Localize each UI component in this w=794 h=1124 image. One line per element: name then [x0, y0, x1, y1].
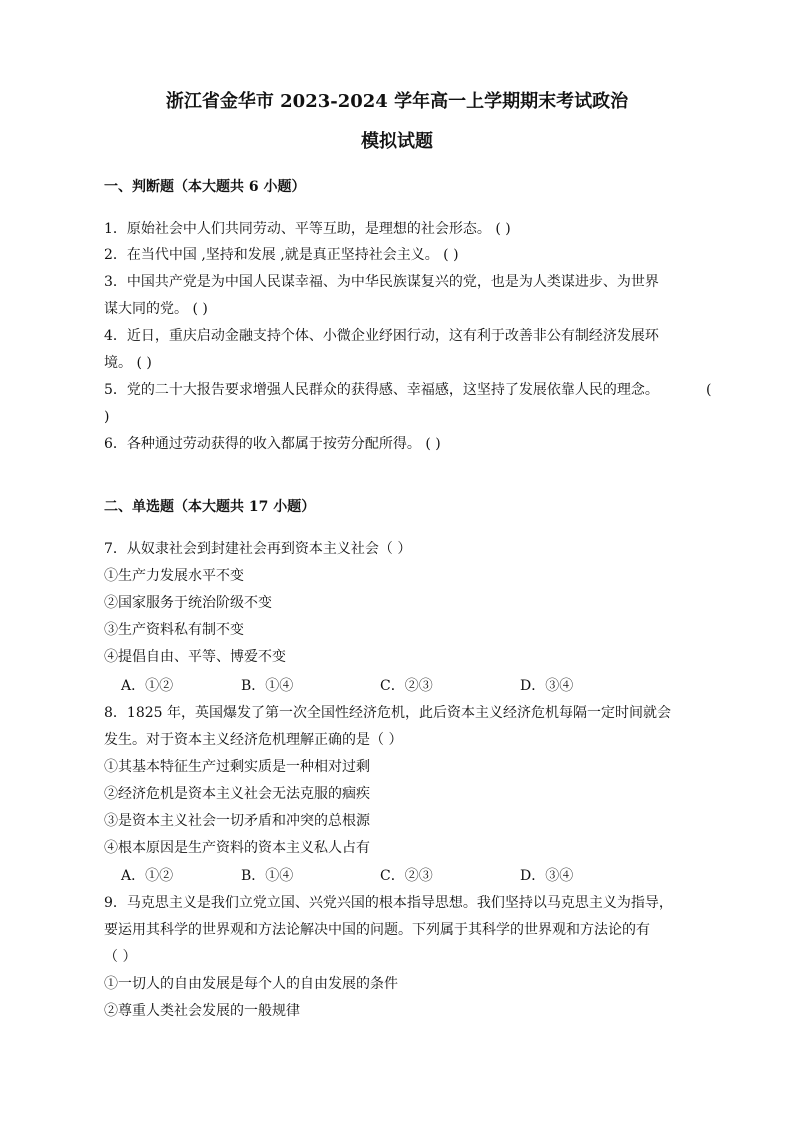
question-7-option-d: D．③④: [520, 678, 574, 694]
question-7-option-c: C．②③: [380, 678, 433, 694]
question-9-item: ①一切人的自由发展是每个人的自由发展的条件: [104, 976, 398, 992]
question-7-item: ④提倡自由、平等、博爱不变: [104, 649, 286, 665]
question-3-line-2: 谋大同的党。 ( ): [104, 301, 208, 317]
question-4-line-1: 4．近日，重庆启动金融支持个体、小微企业纾困行动，这有利于改善非公有制经济发展环: [104, 328, 659, 344]
question-8-item: ①其基本特征生产过剩实质是一种相对过剩: [104, 759, 370, 775]
question-8-item: ③是资本主义社会一切矛盾和冲突的总根源: [104, 813, 370, 829]
question-8-item: ④根本原因是生产资料的资本主义私人占有: [104, 840, 370, 856]
question-5-line-1: 5．党的二十大报告要求增强人民群众的获得感、幸福感，这坚持了发展依靠人民的理念。: [104, 382, 659, 398]
question-1: 1．原始社会中人们共同劳动、平等互助，是理想的社会形态。 ( ): [104, 221, 511, 237]
question-8-stem-line-2: 发生。对于资本主义经济危机理解正确的是（ ）: [104, 732, 403, 748]
question-7-stem: 7．从奴隶社会到封建社会再到资本主义社会（ ）: [104, 541, 412, 557]
question-9-stem-line-2: 要运用其科学的世界观和方法论解决中国的问题。下列属于其科学的世界观和方法论的有: [104, 922, 650, 938]
section-heading-single-choice: 二、单选题（本大题共 17 小题）: [104, 499, 316, 515]
question-8-option-c: C．②③: [380, 868, 433, 884]
question-7-option-a: A．①②: [121, 678, 174, 694]
question-7-item: ③生产资料私有制不变: [104, 622, 244, 638]
question-9-item: ②尊重人类社会发展的一般规律: [104, 1003, 300, 1019]
question-8-option-b: B．①④: [241, 868, 294, 884]
question-5-paren-open: (: [706, 382, 712, 398]
question-4-line-2: 境。 ( ): [104, 355, 152, 371]
question-8-option-d: D．③④: [520, 868, 574, 884]
question-8-stem-line-1: 8．1825 年，英国爆发了第一次全国性经济危机，此后资本主义经济危机每隔一定时间就会: [104, 705, 671, 721]
document-title: 浙江省金华市 2023-2024 学年高一上学期期末考试政治: [165, 91, 629, 112]
question-2: 2．在当代中国 ,坚持和发展 ,就是真正坚持社会主义。 ( ): [104, 247, 459, 263]
question-7-item: ①生产力发展水平不变: [104, 568, 244, 584]
document-subtitle: 模拟试题: [361, 131, 433, 152]
question-8-option-a: A．①②: [121, 868, 174, 884]
question-9-stem-line-1: 9．马克思主义是我们立党立国、兴党兴国的根本指导思想。我们坚持以马克思主义为指导，: [104, 895, 673, 911]
question-6: 6．各种通过劳动获得的收入都属于按劳分配所得。 ( ): [104, 436, 441, 452]
section-heading-judgement: 一、判断题（本大题共 6 小题）: [104, 179, 306, 195]
question-7-item: ②国家服务于统治阶级不变: [104, 595, 272, 611]
question-9-stem-line-3: （ ）: [104, 949, 137, 965]
question-5-line-2: ): [104, 409, 110, 425]
question-7-option-b: B．①④: [241, 678, 294, 694]
question-8-item: ②经济危机是资本主义社会无法克服的痼疾: [104, 786, 370, 802]
question-3-line-1: 3．中国共产党是为中国人民谋幸福、为中华民族谋复兴的党，也是为人类谋进步、为世界: [104, 274, 659, 290]
